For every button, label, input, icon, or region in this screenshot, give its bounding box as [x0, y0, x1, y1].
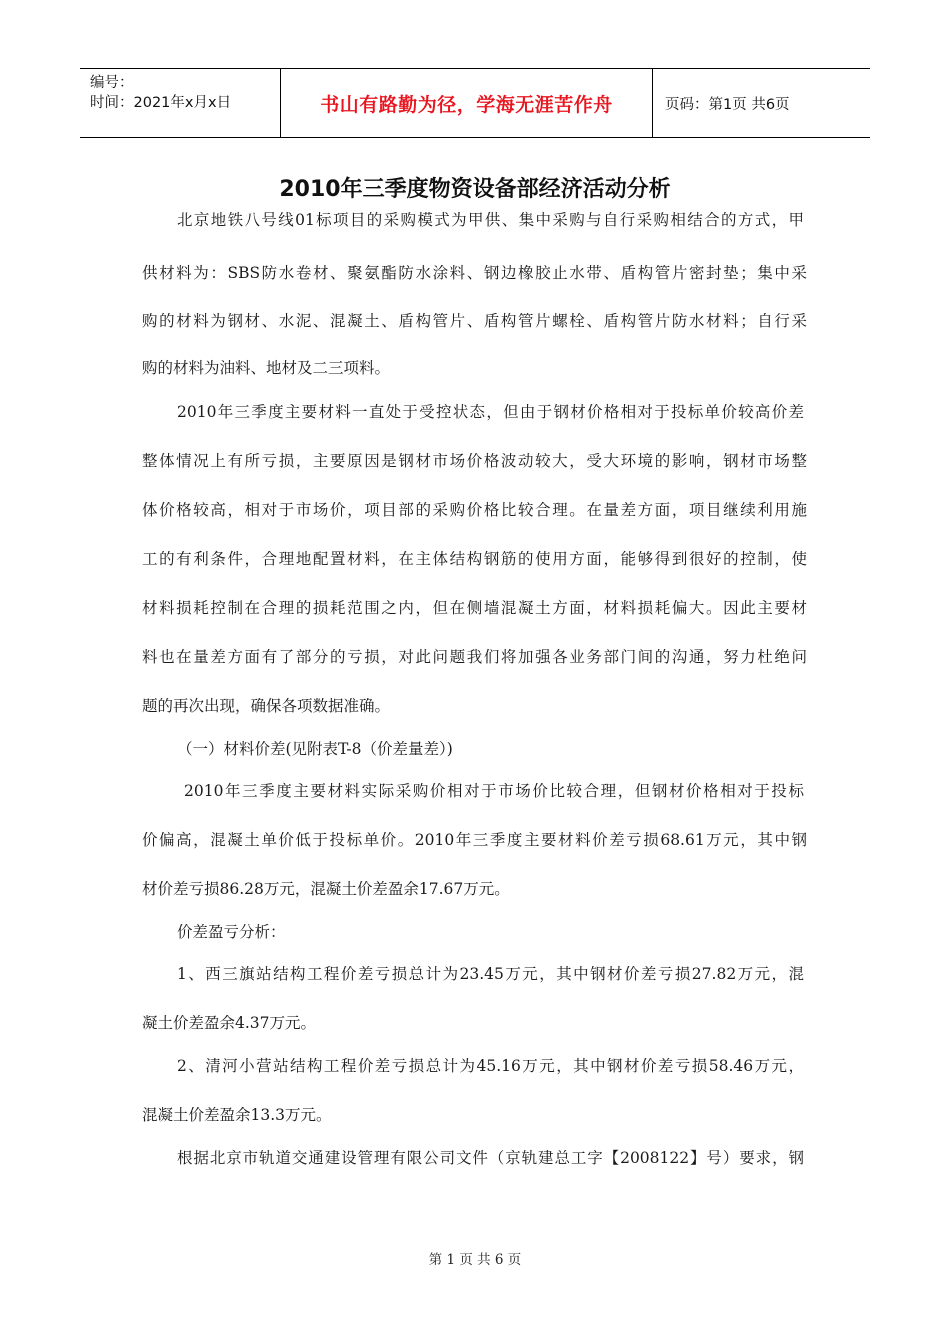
body-line: 工的有利条件，合理地配置材料，在主体结构钢筋的使用方面，能够得到很好的控制，使	[142, 550, 807, 568]
number-label: 编号：	[90, 75, 134, 91]
section-heading: （一）材料价差(见附表T-8（价差量差）)	[177, 740, 453, 758]
body-line: 供材料为：SBS防水卷材、聚氨酯防水涂料、钢边橡胶止水带、盾构管片密封垫；集中采	[142, 264, 807, 282]
body-line: 2010年三季度主要材料一直处于受控状态，但由于钢材价格相对于投标单价较高价差	[177, 403, 804, 421]
body-line: 料也在量差方面有了部分的亏损，对此问题我们将加强各业务部门间的沟通，努力杜绝问	[142, 648, 807, 666]
body-line: 根据北京市轨道交通建设管理有限公司文件（京轨建总工字【2008122】号）要求，钢	[177, 1149, 804, 1167]
page-footer: 第 1 页 共 6 页	[428, 1252, 522, 1268]
time-label: 时间：2021年x月x日	[90, 95, 232, 111]
body-line: 材价差亏损86.28万元，混凝土价差盈余17.67万元。	[142, 880, 510, 898]
body-line: 2010年三季度主要材料实际采购价相对于市场价比较合理，但钢材价格相对于投标	[184, 782, 804, 800]
document-title: 2010年三季度物资设备部经济活动分析	[279, 177, 671, 202]
body-line: 价差盈亏分析：	[177, 923, 286, 941]
body-line: 混凝土价差盈余13.3万元。	[142, 1106, 332, 1124]
body-line: 北京地铁八号线01标项目的采购模式为甲供、集中采购与自行采购相结合的方式，甲	[177, 211, 804, 229]
header-meta	[80, 69, 280, 137]
body-line: 材料损耗控制在合理的损耗范围之内，但在侧墙混凝土方面，材料损耗偏大。因此主要材	[142, 599, 807, 617]
header-page-label: 页码：第1页 共6页	[665, 96, 790, 113]
body-line: 1、西三旗站结构工程价差亏损总计为23.45万元，其中钢材价差亏损27.82万元，混	[177, 965, 804, 983]
header-motto: 书山有路勤为径，学海无涯苦作舟	[280, 69, 653, 137]
body-line: 整体情况上有所亏损，主要原因是钢材市场价格波动较大，受大环境的影响，钢材市场整	[142, 452, 807, 470]
body-line: 购的材料为油料、地材及二三项料。	[142, 359, 391, 377]
body-line: 价偏高，混凝土单价低于投标单价。2010年三季度主要材料价差亏损68.61万元，其中钢	[142, 831, 807, 849]
body-line: 凝土价差盈余4.37万元。	[142, 1014, 317, 1032]
body-line: 购的材料为钢材、水泥、混凝土、盾构管片、盾构管片螺栓、盾构管片防水材料；自行采	[142, 312, 807, 330]
document-header	[80, 68, 870, 138]
body-line: 2、清河小营站结构工程价差亏损总计为45.16万元，其中钢材价差亏损58.46万元，	[177, 1057, 804, 1075]
body-line: 题的再次出现，确保各项数据准确。	[142, 697, 391, 715]
body-line: 体价格较高，相对于市场价，项目部的采购价格比较合理。在量差方面，项目继续利用施	[142, 501, 807, 519]
